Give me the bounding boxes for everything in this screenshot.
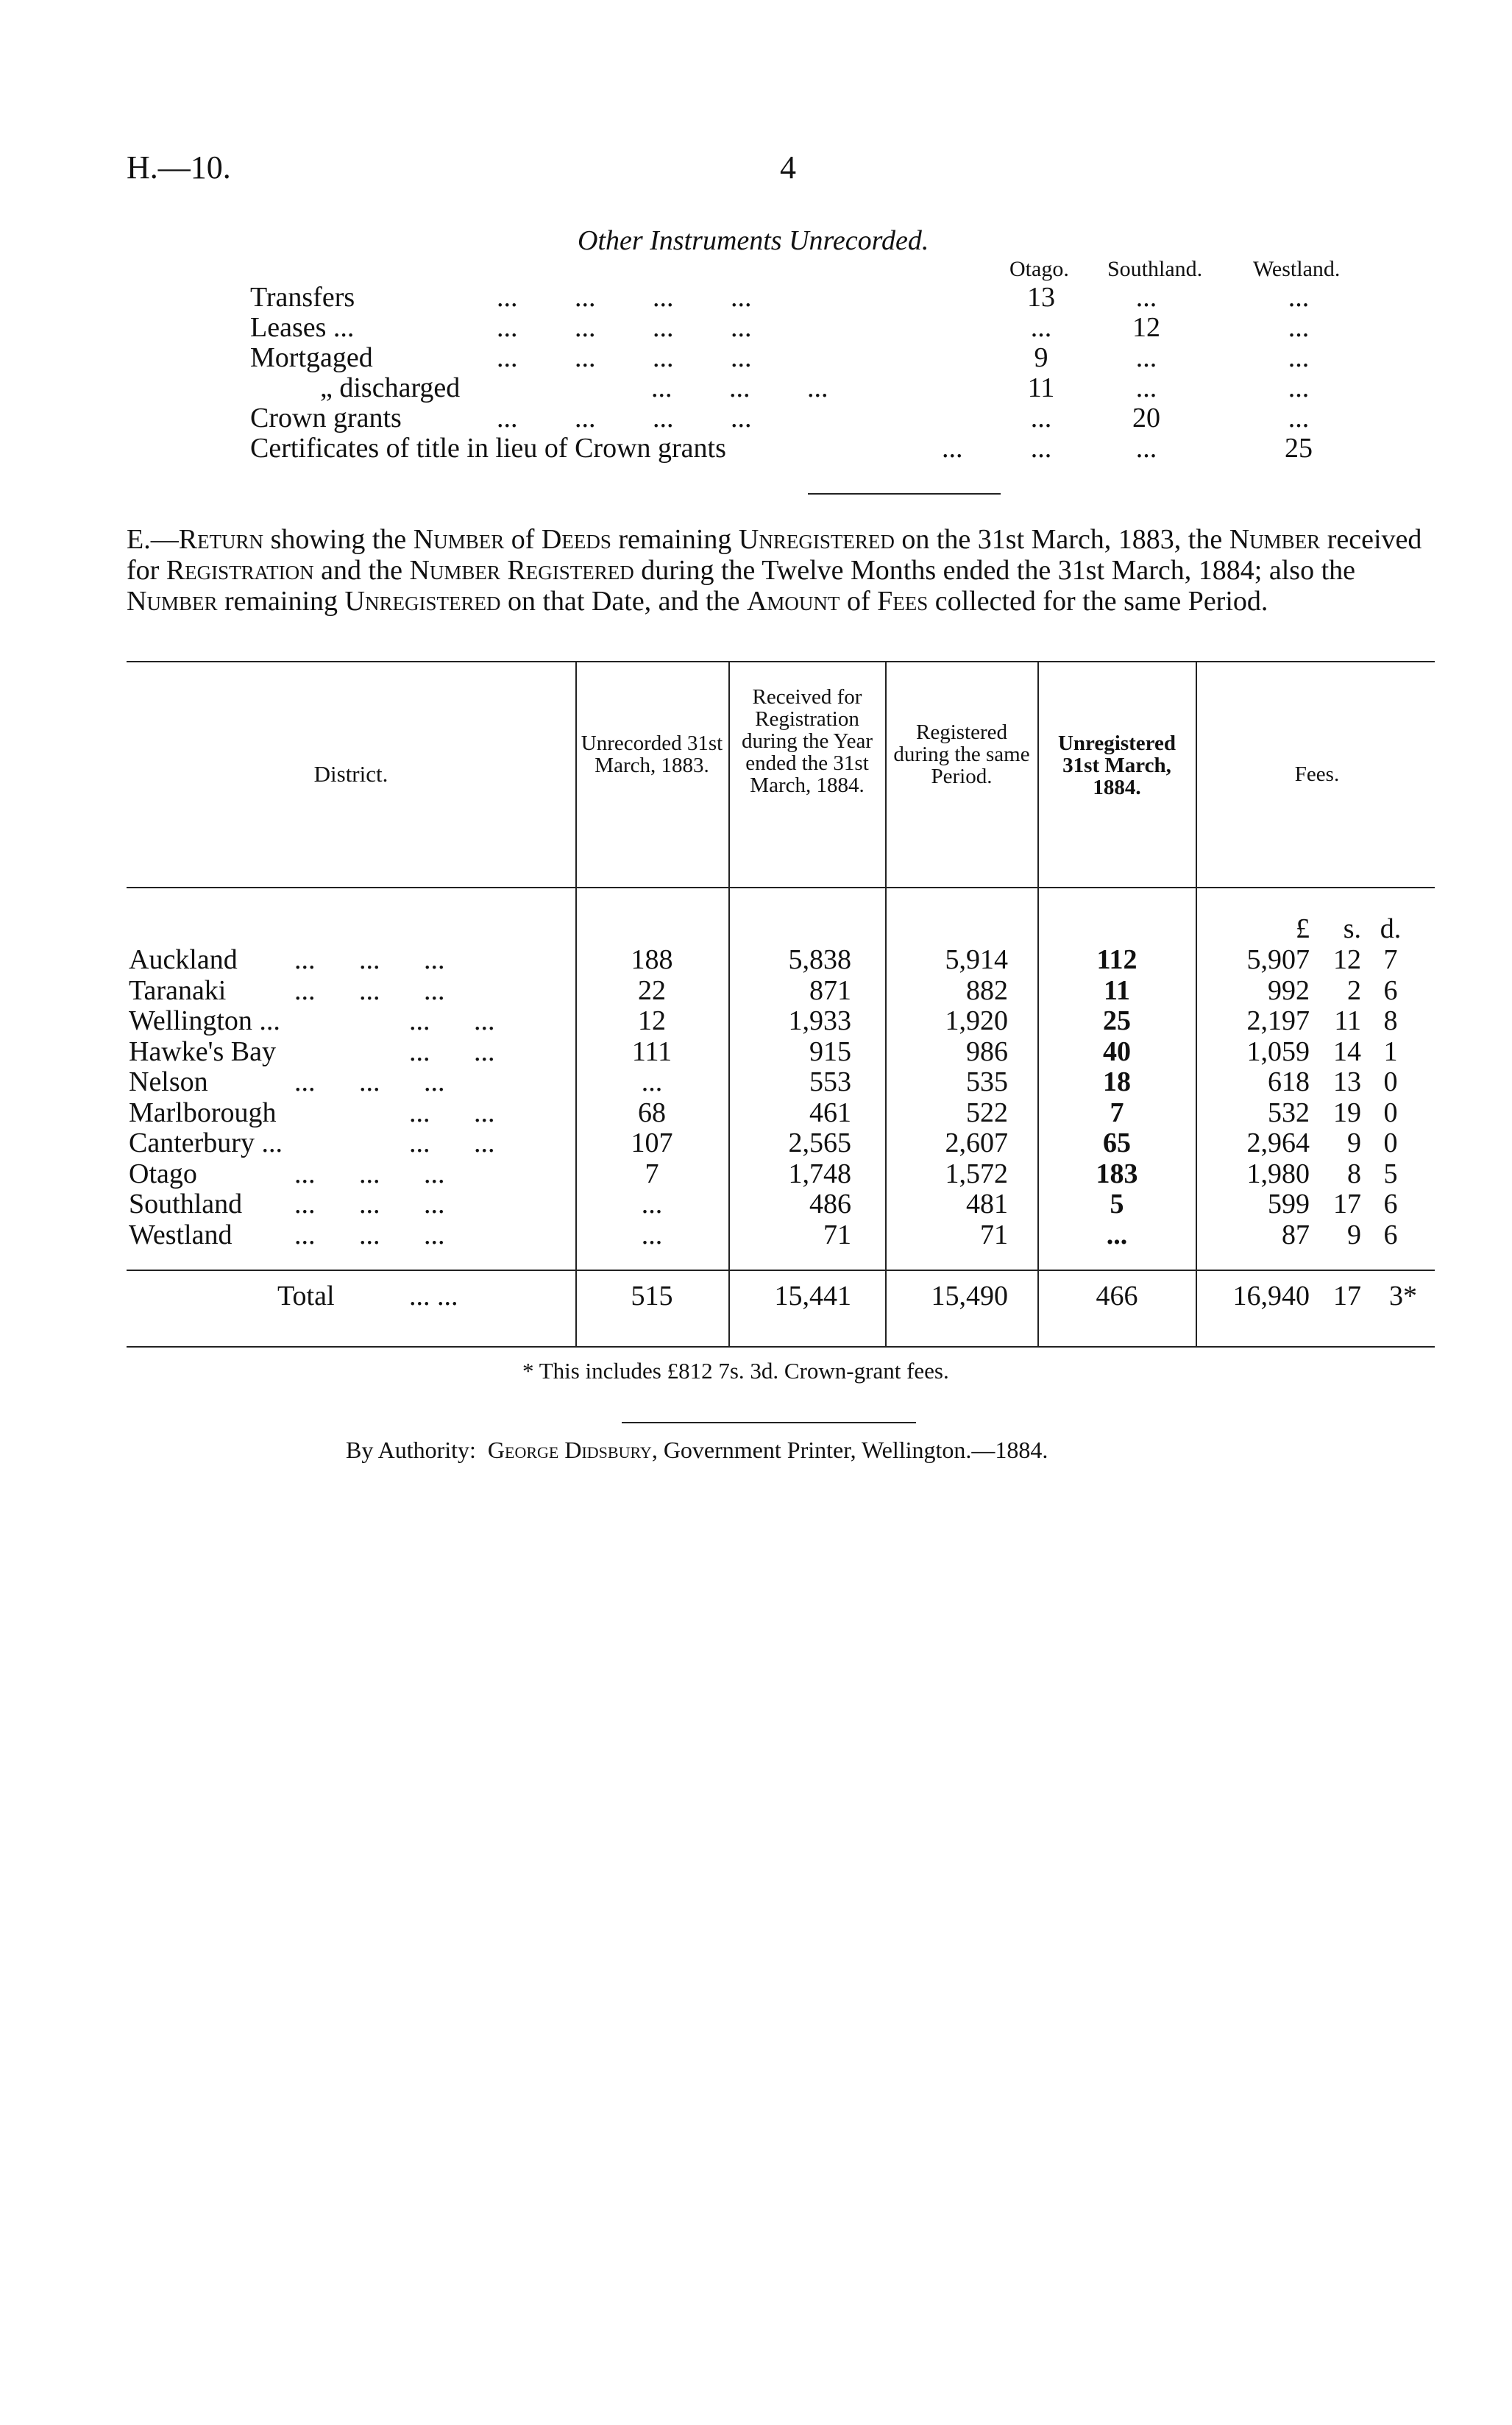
leader-dots: ... ... ... ... xyxy=(497,403,752,433)
table-top-rule xyxy=(127,661,1435,662)
cell-received: 915 xyxy=(809,1036,851,1067)
leader-dots: ... ... ... xyxy=(294,1066,445,1097)
cell-pence: 0 xyxy=(1383,1097,1398,1128)
cell-unrecorded: 7 xyxy=(645,1158,659,1189)
total-registered: 15,490 xyxy=(931,1281,1008,1311)
cell-registered: 5,914 xyxy=(945,944,1008,975)
leader-dots: ... xyxy=(942,433,963,464)
cell-shillings: 13 xyxy=(1333,1066,1361,1097)
header-fees: Fees. xyxy=(1294,762,1340,786)
district-name: Canterbury ... xyxy=(129,1127,283,1158)
cell-shillings: 19 xyxy=(1333,1097,1361,1128)
instrument-value: 25 xyxy=(1285,433,1313,464)
cell-unrecorded: ... xyxy=(641,1219,663,1250)
instrument-label: Leases ... xyxy=(250,312,355,343)
instrument-value: 11 xyxy=(1027,372,1055,403)
cell-received: 5,838 xyxy=(788,944,851,975)
cell-shillings: 11 xyxy=(1334,1005,1361,1036)
section-divider xyxy=(808,493,1001,495)
cell-unregistered: ... xyxy=(1106,1219,1128,1250)
cell-pence: 0 xyxy=(1383,1127,1398,1158)
fee-unit-pounds: £ xyxy=(1296,913,1310,944)
cell-pounds: 532 xyxy=(1268,1097,1310,1128)
instrument-value: 12 xyxy=(1132,312,1160,343)
cell-received: 2,565 xyxy=(788,1127,851,1158)
leader-dots: ... ... ... xyxy=(294,1219,445,1250)
header-received: Received for Registration during the Year ended the 31st March, 1884. xyxy=(741,685,873,797)
cell-unregistered: 65 xyxy=(1103,1127,1131,1158)
total-dots: ... ... xyxy=(409,1281,458,1311)
total-unrecorded: 515 xyxy=(631,1281,673,1311)
cell-pounds: 5,907 xyxy=(1246,944,1310,975)
cell-registered: 882 xyxy=(966,974,1008,1006)
column-westland: Westland. xyxy=(1253,257,1341,281)
cell-unregistered: 112 xyxy=(1096,944,1137,975)
instrument-value: ... xyxy=(1288,372,1310,403)
total-top-rule xyxy=(127,1270,1435,1271)
fee-unit-pence: d. xyxy=(1380,913,1402,944)
cell-pence: 7 xyxy=(1383,944,1398,975)
instrument-value: 9 xyxy=(1034,342,1048,373)
instrument-value: ... xyxy=(1288,312,1310,343)
instrument-value: ... xyxy=(1030,433,1052,464)
cell-unrecorded: 111 xyxy=(631,1036,672,1067)
cell-unregistered: 5 xyxy=(1110,1189,1124,1219)
header-unregistered: Unregistered 31st March, 1884. xyxy=(1057,732,1176,799)
cell-unrecorded: 107 xyxy=(631,1127,673,1158)
total-unregistered: 466 xyxy=(1096,1281,1138,1311)
district-name: Wellington ... xyxy=(129,1005,280,1036)
leader-dots: ... ... ... xyxy=(294,1158,445,1189)
cell-pence: 8 xyxy=(1383,1005,1398,1036)
cell-unregistered: 18 xyxy=(1103,1066,1131,1097)
cell-received: 1,933 xyxy=(788,1005,851,1036)
table-row xyxy=(0,1005,1512,1035)
cell-registered: 481 xyxy=(966,1189,1008,1219)
cell-registered: 1,920 xyxy=(945,1005,1008,1036)
total-shillings: 17 xyxy=(1333,1281,1361,1311)
cell-unrecorded: 68 xyxy=(638,1097,666,1128)
instrument-label: Certificates of title in lieu of Crown grants xyxy=(250,433,726,464)
cell-registered: 71 xyxy=(980,1219,1008,1250)
district-name: Auckland xyxy=(129,944,238,975)
header-registered: Registered during the same Period. xyxy=(893,721,1030,788)
cell-pence: 6 xyxy=(1383,974,1398,1006)
cell-received: 871 xyxy=(809,974,851,1006)
cell-registered: 1,572 xyxy=(945,1158,1008,1189)
header-district: District. xyxy=(313,761,388,787)
total-pence: 3* xyxy=(1389,1281,1417,1311)
header-unrecorded: Unrecorded 31st March, 1883. xyxy=(581,732,723,777)
imprint-divider xyxy=(622,1422,916,1423)
cell-shillings: 2 xyxy=(1347,974,1361,1006)
cell-unregistered: 7 xyxy=(1110,1097,1124,1128)
cell-shillings: 12 xyxy=(1333,944,1361,975)
cell-pence: 5 xyxy=(1383,1158,1398,1189)
cell-registered: 986 xyxy=(966,1036,1008,1067)
cell-pounds: 2,964 xyxy=(1246,1127,1310,1158)
column-otago: Otago. xyxy=(1009,257,1069,281)
cell-unregistered: 183 xyxy=(1096,1158,1138,1189)
cell-pounds: 2,197 xyxy=(1246,1005,1310,1036)
table-row xyxy=(0,1188,1512,1218)
cell-pounds: 618 xyxy=(1268,1066,1310,1097)
district-name: Otago xyxy=(129,1158,197,1189)
fee-unit-shillings: s. xyxy=(1343,913,1361,944)
table-row xyxy=(0,944,1512,974)
instrument-label: Mortgaged xyxy=(250,342,373,373)
cell-unrecorded: ... xyxy=(641,1066,663,1097)
table-row xyxy=(0,1127,1512,1157)
district-name: Hawke's Bay xyxy=(129,1036,276,1067)
table-row xyxy=(0,1036,1512,1066)
cell-pounds: 992 xyxy=(1268,974,1310,1006)
cell-pence: 1 xyxy=(1383,1036,1398,1067)
instrument-value: ... xyxy=(1030,312,1052,343)
cell-shillings: 8 xyxy=(1347,1158,1361,1189)
footnote: * This includes £812 7s. 3d. Crown-grant fees. xyxy=(522,1358,949,1384)
cell-registered: 535 xyxy=(966,1066,1008,1097)
district-name: Southland xyxy=(129,1189,243,1219)
cell-received: 553 xyxy=(809,1066,851,1097)
instrument-value: 13 xyxy=(1027,282,1055,313)
district-name: Marlborough xyxy=(129,1097,277,1128)
district-name: Nelson xyxy=(129,1066,208,1097)
cell-unrecorded: 22 xyxy=(638,974,666,1006)
instrument-value: ... xyxy=(1030,403,1052,433)
total-label: Total xyxy=(277,1281,335,1311)
cell-unregistered: 25 xyxy=(1103,1005,1131,1036)
cell-pence: 6 xyxy=(1383,1189,1398,1219)
leader-dots: ... ... xyxy=(409,1127,495,1158)
cell-unregistered: 40 xyxy=(1103,1036,1131,1067)
cell-unrecorded: 188 xyxy=(631,944,673,975)
column-southland: Southland. xyxy=(1107,257,1203,281)
cell-registered: 2,607 xyxy=(945,1127,1008,1158)
total-pounds: 16,940 xyxy=(1232,1281,1310,1311)
instrument-value: ... xyxy=(1288,342,1310,373)
cell-pence: 6 xyxy=(1383,1219,1398,1250)
district-name: Taranaki xyxy=(129,974,227,1006)
page-number: 4 xyxy=(780,149,796,185)
cell-received: 1,748 xyxy=(788,1158,851,1189)
cell-pounds: 87 xyxy=(1282,1219,1310,1250)
table-row xyxy=(0,1158,1512,1188)
instrument-label: „ discharged xyxy=(320,372,461,403)
cell-shillings: 9 xyxy=(1347,1127,1361,1158)
instrument-label: Crown grants xyxy=(250,403,402,433)
total-row xyxy=(0,1280,1512,1310)
cell-received: 71 xyxy=(823,1219,851,1250)
total-received: 15,441 xyxy=(774,1281,851,1311)
leader-dots: ... ... ... xyxy=(294,1189,445,1219)
cell-pounds: 1,059 xyxy=(1246,1036,1310,1067)
cell-received: 486 xyxy=(809,1189,851,1219)
cell-unrecorded: ... xyxy=(641,1189,663,1219)
document-code: H.—10. xyxy=(127,149,231,185)
leader-dots: ... ... ... ... xyxy=(497,282,752,313)
cell-unregistered: 11 xyxy=(1104,974,1130,1006)
cell-shillings: 17 xyxy=(1333,1189,1361,1219)
instrument-value: ... xyxy=(1288,403,1310,433)
cell-registered: 522 xyxy=(966,1097,1008,1128)
leader-dots: ... ... ... xyxy=(294,944,445,975)
cell-pounds: 599 xyxy=(1268,1189,1310,1219)
imprint: By Authority: George Didsbury, Government Printer, Wellington.—1884. xyxy=(346,1437,1048,1463)
table-row xyxy=(0,1219,1512,1249)
instrument-label: Transfers xyxy=(250,282,355,313)
cell-pence: 0 xyxy=(1383,1066,1398,1097)
leader-dots: ... ... xyxy=(409,1005,495,1036)
cell-unrecorded: 12 xyxy=(638,1005,666,1036)
instrument-value: ... xyxy=(1135,433,1157,464)
leader-dots: ... ... ... ... xyxy=(497,342,752,373)
table-bottom-rule xyxy=(127,1346,1435,1348)
leader-dots: ... ... ... ... xyxy=(497,312,752,343)
leader-dots: ... ... ... xyxy=(294,974,445,1006)
district-name: Westland xyxy=(129,1219,233,1250)
instrument-value: ... xyxy=(1288,282,1310,313)
table-row xyxy=(0,1097,1512,1127)
table-row xyxy=(0,1066,1512,1096)
instrument-value: ... xyxy=(1135,342,1157,373)
leader-dots: ... ... ... xyxy=(651,372,828,403)
other-instruments-title: Other Instruments Unrecorded. xyxy=(578,225,929,256)
header-bottom-rule xyxy=(127,887,1435,888)
cell-pounds: 1,980 xyxy=(1246,1158,1310,1189)
cell-shillings: 9 xyxy=(1347,1219,1361,1250)
cell-shillings: 14 xyxy=(1333,1036,1361,1067)
return-heading: E.—Return showing the Number of Deeds remaining Unregistered on the 31st March, 1883, the Number received for Registration and the Number Registered during the Twelve Months ended the 31st March, 1884; also the Number remaining Unregistered on that Date, and the Amount of Fees collected for the same Period. xyxy=(127,524,1422,617)
cell-received: 461 xyxy=(809,1097,851,1128)
instrument-value: ... xyxy=(1135,372,1157,403)
table-row xyxy=(0,974,1512,1005)
leader-dots: ... ... xyxy=(409,1097,495,1128)
instrument-value: ... xyxy=(1135,282,1157,313)
instrument-value: 20 xyxy=(1132,403,1160,433)
leader-dots: ... ... xyxy=(409,1036,495,1067)
